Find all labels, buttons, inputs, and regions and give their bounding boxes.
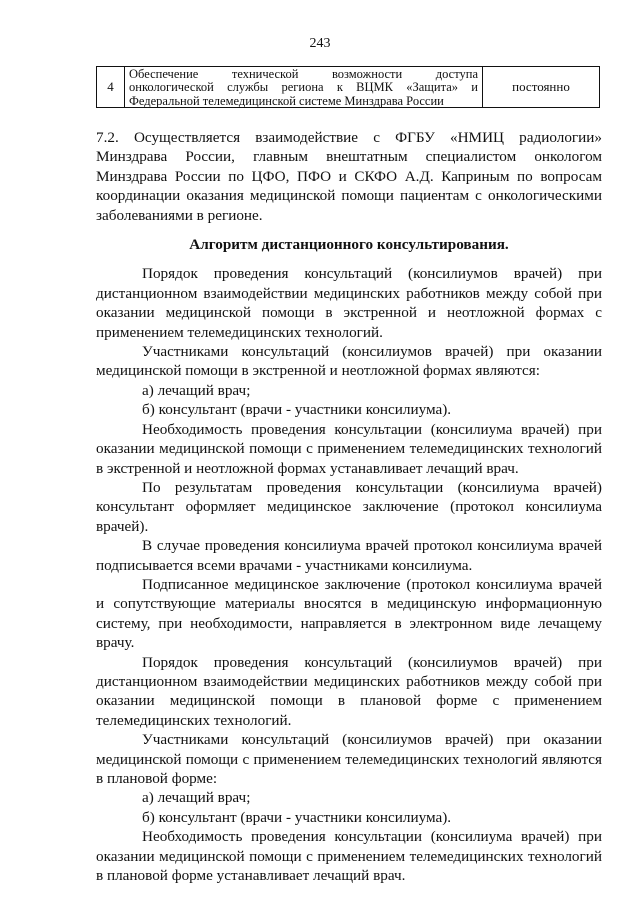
table-row <box>96 66 600 108</box>
paragraph: В случае проведения консилиума врачей протокол консилиума врачей подписывается всеми врачами - участниками консилиума. <box>96 537 602 574</box>
paragraph: Порядок проведения консультаций (консилиумов врачей) при дистанционном взаимодействии медицинских работников между собой при оказании медицинской помощи в плановой форме с применением телемедицинских технологий. <box>96 653 602 729</box>
document-body <box>96 128 602 885</box>
row-description-cell <box>125 67 483 107</box>
paragraph: Подписанное медицинское заключение (протокол консилиума врачей и сопутствующие материалы вносятся в медицинскую информационную систему, при необходимости, направляется в электронном виде лечащему врачу. <box>96 575 602 652</box>
row-status-cell: постоянно <box>512 79 570 94</box>
description-word: ВЦМК <box>356 80 393 95</box>
description-word: к <box>336 80 343 95</box>
description-word: онкологической <box>129 80 214 95</box>
paragraph: Участниками консультаций (консилиумов врачей) при оказании медицинской помощи с применением телемедицинских технологий являются в плановой форме: <box>96 731 602 787</box>
paragraph: По результатам проведения консультации (консилиума врачей) консультант оформляет медицинское заключение (протокол консилиума врачей). <box>96 478 602 535</box>
list-item: а) лечащий врач; <box>142 381 251 399</box>
description-line <box>129 81 478 94</box>
section-heading: Алгоритм дистанционного консультирования. <box>189 236 509 254</box>
description-word: технической <box>231 67 299 81</box>
description-line <box>129 95 478 108</box>
paragraph: Участниками консультаций (консилиумов врачей) при оказании медицинской помощи в экстренной и неотложной формах являются: <box>96 343 602 380</box>
paragraph: Порядок проведения консультаций (консилиумов врачей) при дистанционном взаимодействии медицинских работников между собой при оказании медицинской помощи в экстренной и неотложной формах с применением телемедицинских технологий. <box>96 265 602 341</box>
description-word: региона <box>281 80 324 95</box>
description-word: «Защита» <box>406 80 459 95</box>
page-number: 243 <box>309 36 331 51</box>
description-word: возможности <box>331 67 403 81</box>
description-word: Обеспечение <box>129 67 199 81</box>
description-word: службы <box>227 80 269 95</box>
description-word: и <box>471 80 478 95</box>
description-word: доступа <box>435 67 478 81</box>
description-line <box>129 68 478 81</box>
row-number-cell: 4 <box>97 67 125 107</box>
list-item: б) консультант (врачи - участники консилиума). <box>142 401 452 419</box>
paragraph: Необходимость проведения консультации (консилиума врачей) при оказании медицинской помощи с применением телемедицинских технологий в экстренной и неотложной формах устанавливает лечащий врач. <box>96 420 602 477</box>
list-item: б) консультант (врачи - участники консилиума). <box>142 808 452 826</box>
list-item: а) лечащий врач; <box>142 789 251 807</box>
paragraph: Необходимость проведения консультации (консилиума врачей) при оказании медицинской помощи с применением телемедицинских технологий в плановой форме устанавливает лечащий врач. <box>96 828 602 885</box>
description-word: Федеральной телемедицинской системе Минздрава России <box>129 93 444 108</box>
paragraph: 7.2. Осуществляется взаимодействие с ФГБУ «НМИЦ радиологии» Минздрава России, главным внештатным специалистом онкологом Минздрава России по ЦФО, ПФО и СКФО А.Д. Каприным по вопросам координации оказания медицинской помощи пациентам с онкологическими заболеваниями в регионе. <box>96 129 602 224</box>
